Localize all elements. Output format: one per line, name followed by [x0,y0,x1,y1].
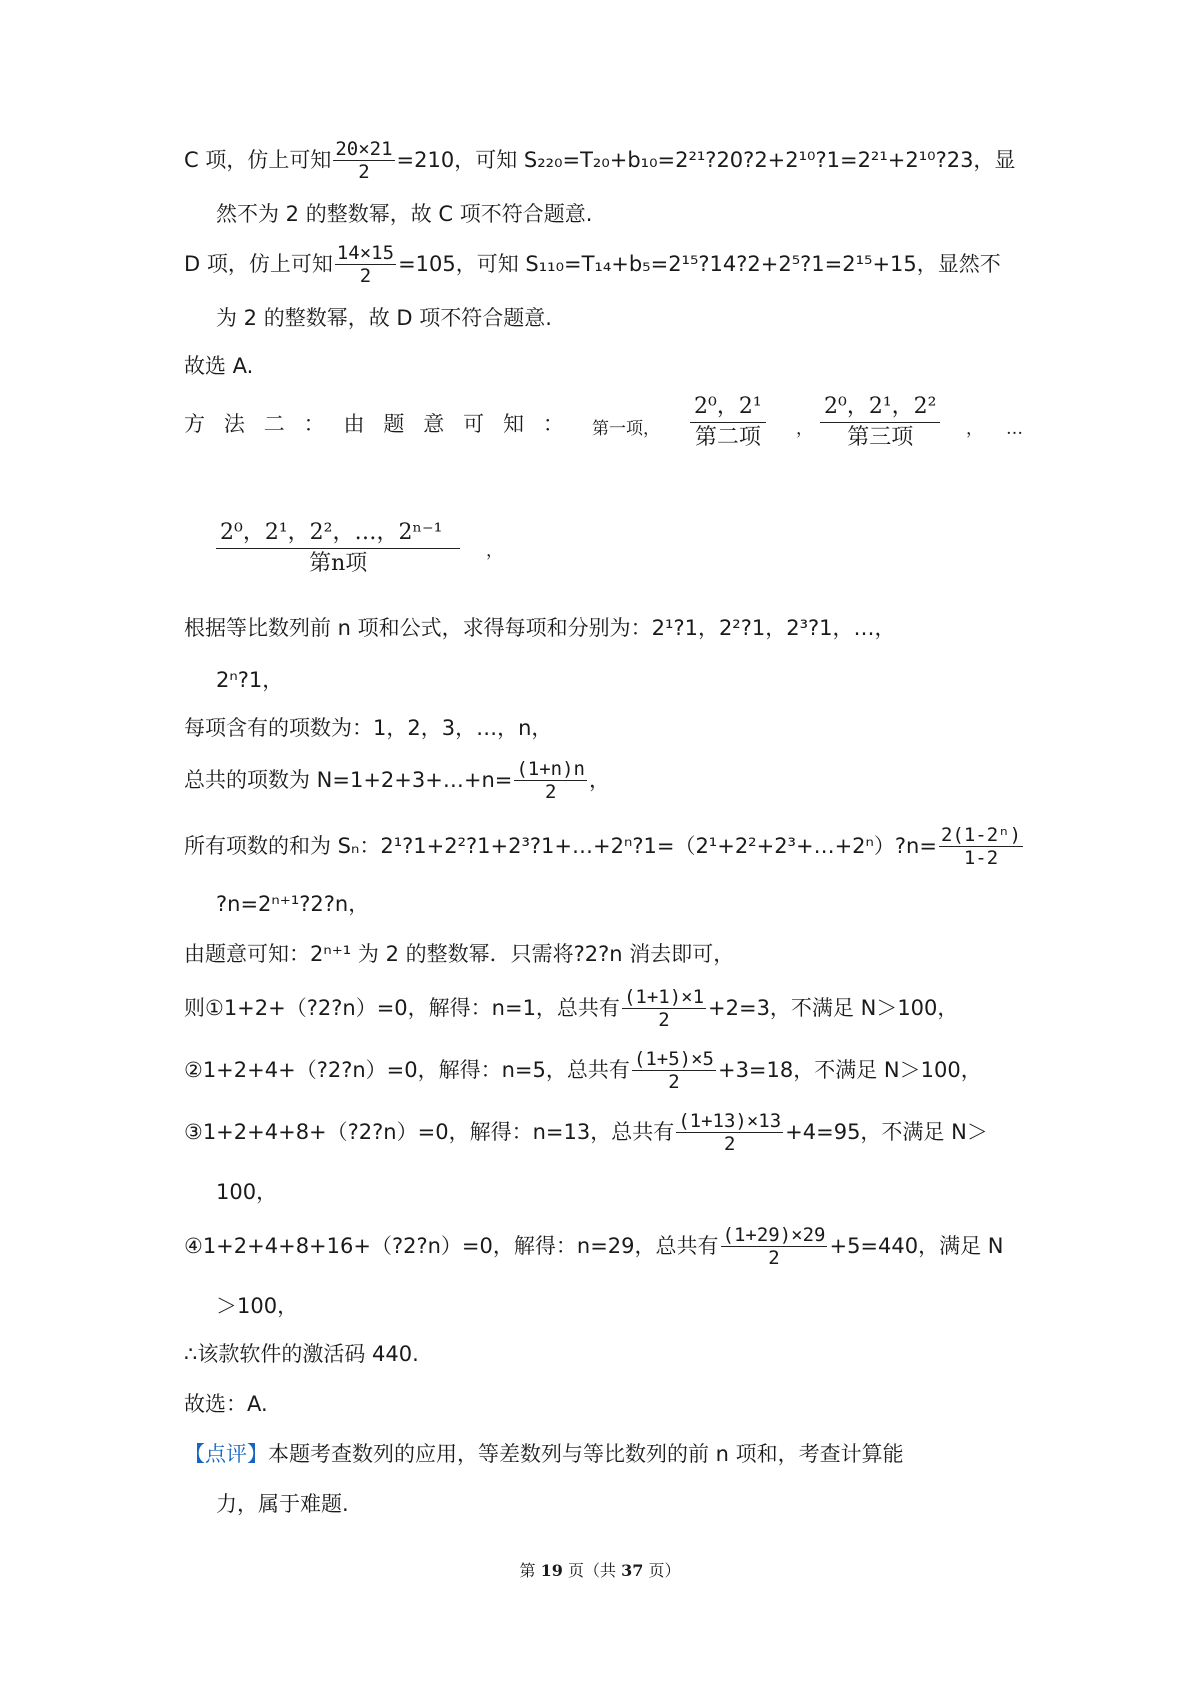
fraction [676,1110,783,1155]
fraction-numerator: (1+29)×29 [722,1223,826,1246]
paragraph-line [216,304,1056,332]
footer-text: 第 [519,1561,541,1580]
fraction-denominator: 第n项 [309,551,368,576]
text: +5=440，满足 N [829,1234,1004,1258]
fraction-numerator: 2⁰，2¹，2²，…，2ⁿ⁻¹ [216,518,460,549]
text: 然不为 2 的整数幂，故 C 项不符合题意. [216,202,593,226]
text: 力，属于难题. [216,1492,349,1516]
text: 2ⁿ?1， [216,668,284,692]
paragraph-line [184,352,1024,380]
fraction-denominator: 2 [658,1008,670,1031]
third-term-fraction [820,392,940,453]
text: ③1+2+4+8+（?2?n）=0，解得：n=13，总共有 [184,1120,675,1144]
text: 100， [216,1180,278,1204]
fraction [333,138,394,183]
char: 法 [223,412,245,436]
text: D 项，仿上可知 [184,252,333,276]
text: ②1+2+4+（?2?n）=0，解得：n=5，总共有 [184,1058,630,1082]
paragraph-line [216,1490,1056,1518]
text: 本题考查数列的应用，等差数列与等比数列的前 n 项和，考查计算能 [268,1442,904,1466]
comma: ， [966,419,983,439]
char: 知 [503,412,524,436]
char: ： [303,412,325,436]
text: 为 2 的整数幂，故 D 项不符合题意. [216,306,552,330]
fraction-numerator: (1+1)×1 [623,985,705,1008]
text: ?n=2ⁿ⁺¹?2?n， [216,892,370,916]
page-total: 37 [621,1561,644,1580]
comma: ， [796,419,813,439]
footer-text: 页） [643,1561,681,1580]
text: C 项，仿上可知 [184,148,332,172]
fraction-denominator: 1-2 [963,846,999,869]
char: 意 [423,412,445,436]
nth-term-fraction [216,518,460,579]
fraction-denominator: 第二项 [694,425,761,450]
paragraph-line [184,1047,1024,1093]
fraction-numerator: 2(1-2ⁿ) [940,823,1022,846]
first-term-label: 第一项， [592,419,660,439]
text: 故选：A. [184,1392,268,1416]
fraction-numerator: (1+n)n [516,757,585,780]
paragraph-line [184,1109,1024,1155]
fraction-numerator: (1+5)×5 [633,1047,714,1070]
paragraph-line [184,614,1024,642]
fraction [514,758,587,803]
fraction-denominator: 2 [544,780,557,803]
paragraph-line [184,1223,1024,1269]
paragraph-line [216,200,1056,228]
page-footer [0,1558,1200,1581]
fraction [721,1224,828,1269]
text: ＞100， [216,1294,299,1318]
text: 所有项数的和为 Sₙ：2¹?1+2²?1+2³?1+…+2ⁿ?1=（2¹+2²+2³+…+2ⁿ）?n= [184,834,937,858]
text: +3=18，不满足 N＞100， [717,1058,982,1082]
paragraph-line [184,137,1024,183]
text: 由题意可知：2ⁿ⁺¹ 为 2 的整数幂．只需将?2?n 消去即可， [184,942,735,966]
ellipsis: … [1006,419,1023,439]
fraction [335,242,396,287]
comma: ， [486,541,503,561]
text: ， [589,768,610,792]
fraction-denominator: 2 [359,264,372,287]
paragraph-line [184,1340,1024,1368]
paragraph-line [184,985,1024,1031]
text: =210，可知 S₂₂₀=T₂₀+b₁₀=2²¹?20?2+2¹⁰?1=2²¹+2¹⁰?23，显 [396,148,1016,172]
paragraph-line [184,823,1024,869]
page-number: 19 [540,1561,563,1580]
text: 则①1+2+（?2?n）=0，解得：n=1，总共有 [184,996,620,1020]
method-two-label [184,410,564,438]
text: +2=3，不满足 N＞100， [708,996,959,1020]
char: 方 [184,412,205,436]
paragraph-line [184,757,1024,803]
fraction-numerator: 20×21 [335,137,393,160]
footer-text: 页（共 [562,1561,622,1580]
fraction [939,824,1023,869]
paragraph-line [184,714,1024,742]
fraction [622,986,706,1031]
paragraph-line [216,890,1056,918]
fraction [632,1048,716,1093]
fraction-denominator: 2 [668,1070,680,1093]
fraction-denominator: 2 [723,1132,736,1155]
text: 每项含有的项数为：1，2，3，…，n， [184,716,553,740]
paragraph-line [184,241,1024,287]
comment-tag: 【点评】 [184,1442,268,1466]
text: 故选 A. [184,354,254,378]
paragraph-line [216,1292,1056,1320]
text: ④1+2+4+8+16+（?2?n）=0，解得：n=29，总共有 [184,1234,719,1258]
text: 根据等比数列前 n 项和公式，求得每项和分别为：2¹?1，2²?1，2³?1，…， [184,616,896,640]
second-term-fraction [690,392,766,453]
text: ∴该款软件的激活码 440. [184,1342,419,1366]
fraction-denominator: 2 [358,160,370,183]
text: +4=95，不满足 N＞ [785,1120,988,1144]
fraction-numerator: 14×15 [336,241,395,264]
fraction-denominator: 第三项 [847,425,914,450]
char: 题 [383,412,405,436]
text: =105，可知 S₁₁₀=T₁₄+b₅=2¹⁵?14?2+2⁵?1=2¹⁵+15，显然不 [398,252,1001,276]
comment-line [184,1440,1024,1468]
fraction-numerator: 2⁰，2¹，2² [820,392,940,423]
paragraph-line [216,1178,1056,1206]
char: ： [542,412,564,436]
paragraph-line [184,1390,1024,1418]
fraction-numerator: (1+13)×13 [678,1109,782,1132]
fraction-denominator: 2 [768,1246,780,1269]
char: 二 [263,412,285,436]
char: 可 [463,412,485,436]
paragraph-line [184,940,1024,968]
char: 由 [343,412,365,436]
fraction-numerator: 2⁰，2¹ [690,392,766,423]
text: 总共的项数为 N=1+2+3+…+n= [184,768,513,792]
paragraph-line [216,666,1056,694]
